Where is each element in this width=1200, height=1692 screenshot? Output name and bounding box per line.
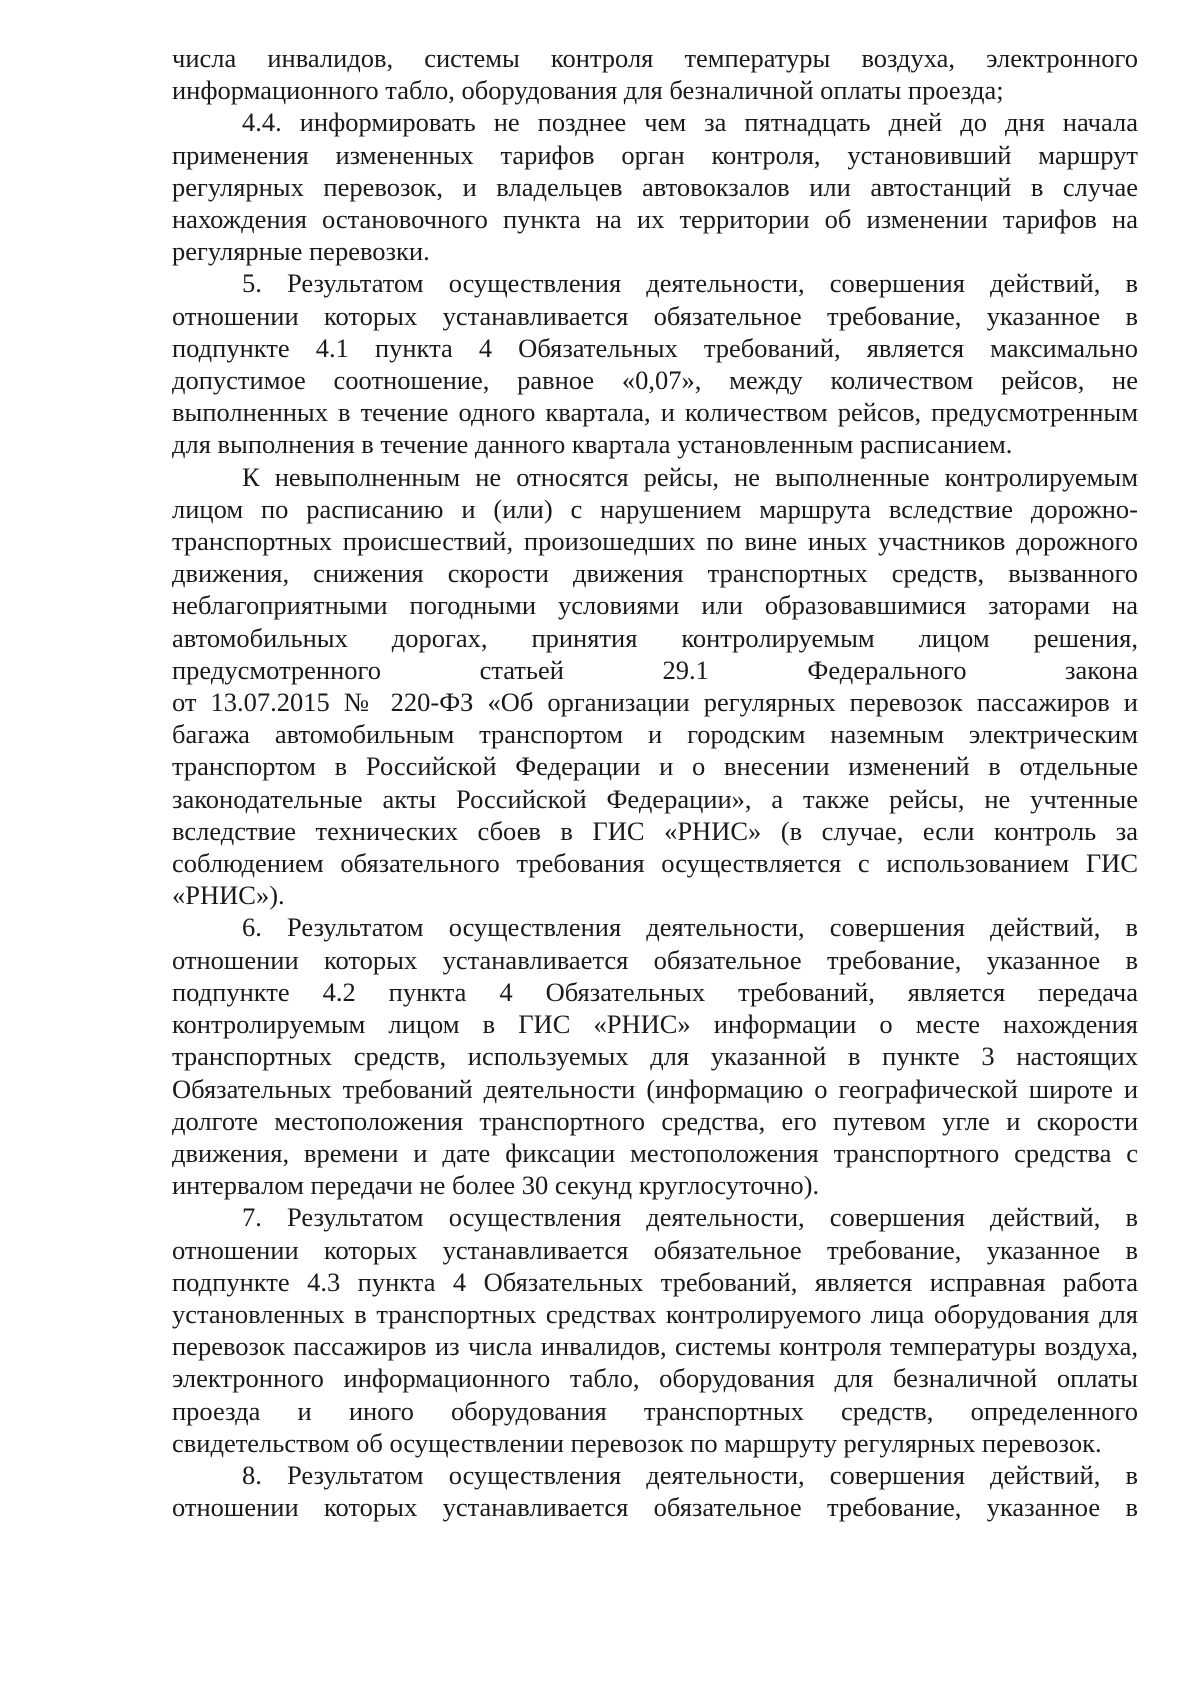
paragraph-6: 6. Результатом осуществления деятельности, совершения действий, в отношении которых устанавливается обязательное требование, указанное в подпункте 4.2 пункта 4 Обязательных требований, является передача контролируемым лицом в ГИС «РНИС» информации о месте нахождения транспортных средств, используемых для указанной в пункте 3 настоящих Обязательных требований деятельности (информацию о географической широте и долготе местоположения транспортного средства, его путевом угле и скорости движения, времени и дате фиксации местоположения транспортного средства с интервалом передачи не более 30 секунд круглосуточно). bbox=[172, 912, 1138, 1201]
paragraph-8: 8. Результатом осуществления деятельности, совершения действий, в отношении которых устанавливается обязательное требование, указанное в bbox=[172, 1459, 1138, 1523]
paragraph-5-exceptions: К невыполненным не относятся рейсы, не выполненные контролируемым лицом по расписанию и (или) с нарушением маршрута вследствие дорожно-транспортных происшествий, произошедших по вине иных участников дорожного движения, снижения скорости движения транспортных средств, вызванного неблагоприятными погодными условиями или образовавшимися заторами на автомобильных дорогах, принятия контролируемым лицом решения, предусмотренного статьей 29.1 Федерального закона bbox=[172, 461, 1138, 685]
paragraph-5: 5. Результатом осуществления деятельности, совершения действий, в отношении которых устанавливается обязательное требование, указанное в подпункте 4.1 пункта 4 Обязательных требований, является максимально допустимое соотношение, равное «0,07», между количеством рейсов, не выполненных в течение одного квартала, и количеством рейсов, предусмотренным для выполнения в течение данного квартала установленным расписанием. bbox=[172, 268, 1138, 460]
paragraph-5-law-reference: от 13.07.2015 № 220-ФЗ «Об организации регулярных перевозок пассажиров и багажа автомобильным транспортом и городским наземным электрическим транспортом в Российской Федерации и о внесении изменений в отдельные законодательные акты Российской Федерации», а также рейсы, не учтенные вследствие технических сбоев в ГИС «РНИС» (в случае, если контроль за соблюдением обязательного требования осуществляется с использованием ГИС «РНИС»). bbox=[172, 687, 1138, 911]
paragraph-7: 7. Результатом осуществления деятельности, совершения действий, в отношении которых устанавливается обязательное требование, указанное в подпункте 4.3 пункта 4 Обязательных требований, является исправная работа установленных в транспортных средствах контролируемого лица оборудования для перевозок пассажиров из числа инвалидов, системы контроля температуры воздуха, электронного информационного табло, оборудования для безналичной оплаты проезда и иного оборудования транспортных средств, определенного свидетельством об осуществлении перевозок по маршруту регулярных перевозок. bbox=[172, 1202, 1138, 1458]
document-body bbox=[172, 42, 1138, 1523]
paragraph-continuation: числа инвалидов, системы контроля температуры воздуха, электронного информационного табло, оборудования для безналичной оплаты проезда; bbox=[172, 43, 1138, 106]
paragraph-4-4: 4.4. информировать не позднее чем за пятнадцать дней до дня начала применения измененных тарифов орган контроля, установивший маршрут регулярных перевозок, и владельцев автовокзалов или автостанций в случае нахождения остановочного пункта на их территории об изменении тарифов на регулярные перевозки. bbox=[172, 107, 1138, 267]
